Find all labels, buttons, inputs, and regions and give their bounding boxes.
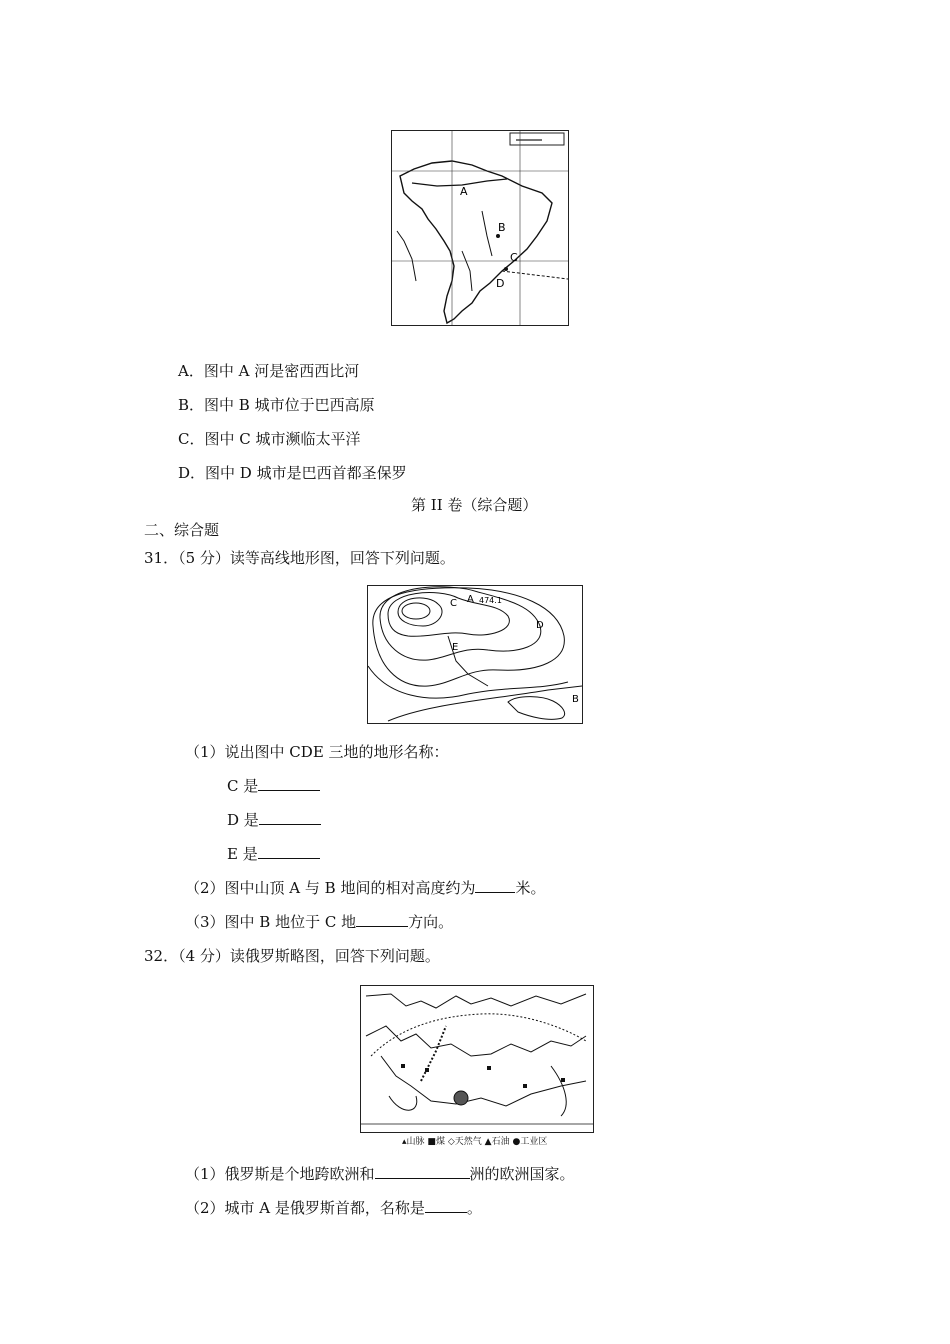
legend-oil-icon: ▲ xyxy=(484,1137,492,1147)
answer-blank-direction[interactable] xyxy=(356,912,408,927)
map-label-c: C xyxy=(510,251,518,264)
legend-coal: 煤 xyxy=(435,1137,445,1147)
option-b[interactable]: B．图中 B 城市位于巴西高原 xyxy=(178,396,375,414)
q31-sub2 xyxy=(185,877,546,898)
option-c[interactable]: C．图中 C 城市濒临太平洋 xyxy=(178,430,361,448)
legend-oil: 石油 xyxy=(491,1137,510,1147)
q32-sub2-suffix: 。 xyxy=(466,1199,482,1217)
q32-sub1-suffix: 洲的欧洲国家。 xyxy=(469,1165,575,1183)
q31-sub2-unit: 米。 xyxy=(515,879,546,897)
q31-c-label: C 是 xyxy=(227,777,259,795)
russia-map xyxy=(360,985,594,1133)
q31-sub3-text: （3）图中 B 地位于 C 地 xyxy=(185,913,357,931)
answer-blank-e[interactable] xyxy=(258,844,320,859)
answer-blank-continent[interactable] xyxy=(375,1164,470,1179)
south-america-map xyxy=(391,130,569,326)
legend-gas-icon: ◇ xyxy=(447,1137,455,1147)
q31-c-line xyxy=(227,775,320,796)
contour-label-c: C xyxy=(450,598,457,609)
contour-label-b: B xyxy=(572,694,579,705)
russia-map-drawing xyxy=(361,986,593,1132)
contour-map xyxy=(367,585,583,724)
q32-stem: 32．（4 分）读俄罗斯略图，回答下列问题。 xyxy=(144,947,440,965)
legend-gas: 天然气 xyxy=(454,1137,482,1147)
q31-e-label: E 是 xyxy=(227,845,258,863)
q31-sub3-suffix: 方向。 xyxy=(408,913,454,931)
russia-map-legend xyxy=(402,1134,547,1147)
answer-blank-height[interactable] xyxy=(475,878,515,893)
legend-mountain: 山脉 xyxy=(406,1137,425,1147)
q31-sub3 xyxy=(185,911,453,932)
q32-sub2 xyxy=(185,1197,482,1218)
legend-coal-icon: ■ xyxy=(427,1137,436,1147)
volume-title: 第 II 卷（综合题） xyxy=(411,496,538,514)
q31-stem: 31．（5 分）读等高线地形图，回答下列问题。 xyxy=(144,549,455,567)
map-label-a: A xyxy=(460,185,468,198)
south-america-map-drawing xyxy=(392,131,568,325)
legend-mountain-icon: ▴ xyxy=(402,1137,407,1147)
peak-elevation: 474.1 xyxy=(479,596,502,605)
answer-blank-c[interactable] xyxy=(258,776,320,791)
q31-sub2-text: （2）图中山顶 A 与 B 地间的相对高度约为 xyxy=(185,879,476,897)
option-d[interactable]: D．图中 D 城市是巴西首都圣保罗 xyxy=(178,464,407,482)
contour-map-drawing xyxy=(368,586,582,723)
q31-d-label: D 是 xyxy=(227,811,259,829)
q32-sub2-text: （2）城市 A 是俄罗斯首都，名称是 xyxy=(185,1199,425,1217)
q31-sub1: （1）说出图中 CDE 三地的地形名称： xyxy=(185,743,449,761)
q32-sub1-text: （1）俄罗斯是个地跨欧洲和 xyxy=(185,1165,375,1183)
contour-label-e: E xyxy=(452,642,459,653)
map-label-d: D xyxy=(496,277,505,290)
option-a[interactable]: A．图中 A 河是密西西比河 xyxy=(178,362,360,380)
q31-e-line xyxy=(227,843,320,864)
answer-blank-d[interactable] xyxy=(259,810,321,825)
map-label-b: B xyxy=(498,221,506,234)
legend-industrial: 工业区 xyxy=(520,1137,548,1147)
contour-label-d: D xyxy=(536,620,544,631)
q31-d-line xyxy=(227,809,321,830)
q32-sub1 xyxy=(185,1163,575,1184)
answer-blank-capital[interactable] xyxy=(425,1198,467,1213)
section-title: 二、综合题 xyxy=(144,521,220,539)
legend-industrial-icon: ● xyxy=(512,1137,521,1147)
contour-label-a: A xyxy=(467,594,474,605)
